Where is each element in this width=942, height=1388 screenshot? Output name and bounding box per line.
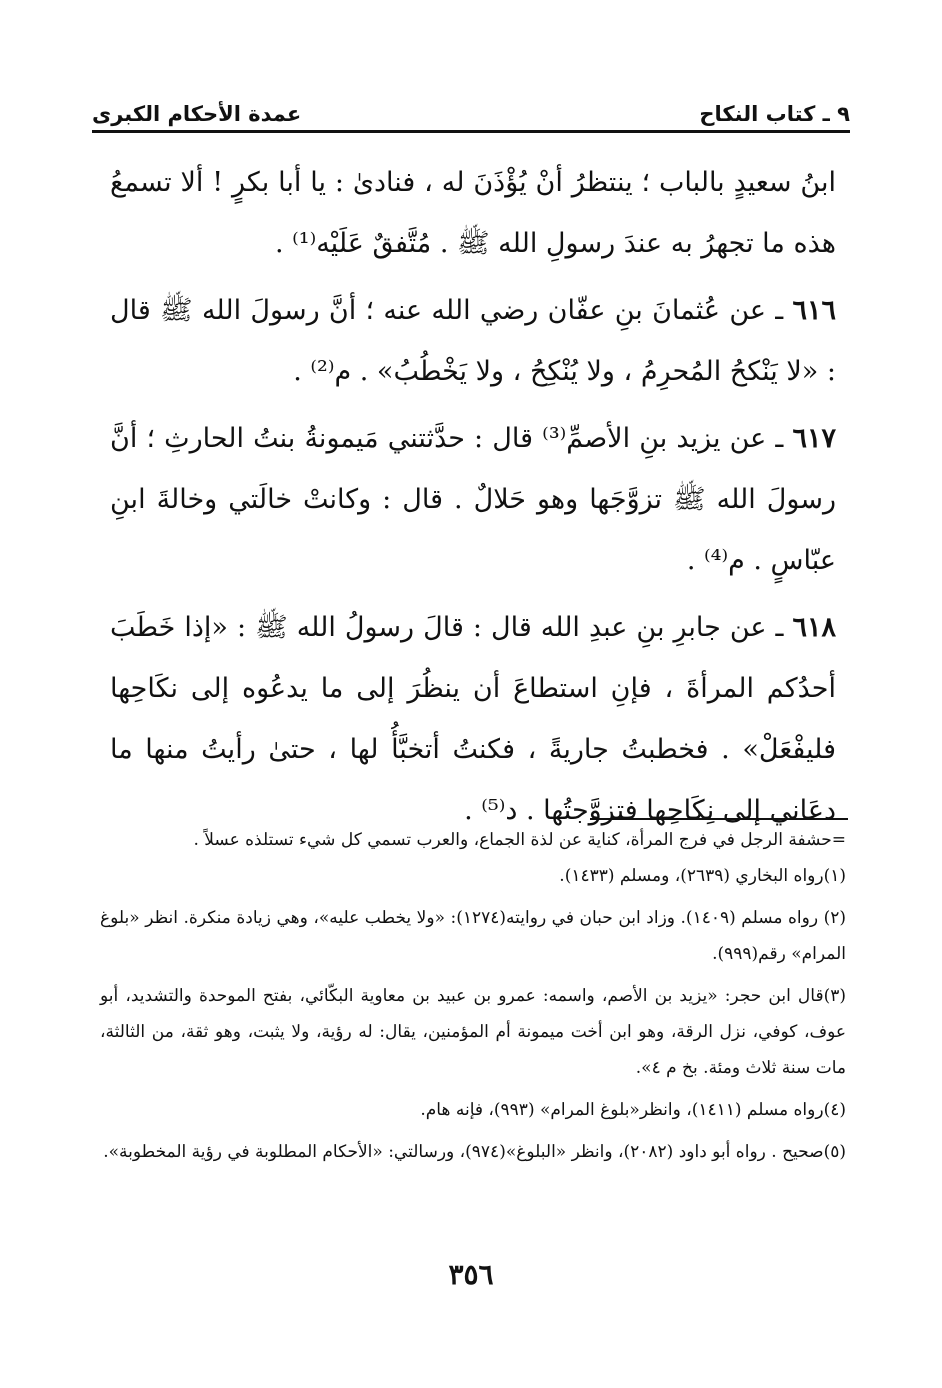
running-header [92,80,850,133]
hadith-text: ـ عن جابرِ بنِ عبدِ الله قال : قالَ رسولُ الله ﷺ : «إذا خَطَبَ أحدُكم المرأةَ ، فإنِ استطاعَ أن ينظُرَ إلى ما يدعُوه إلى نكَاحِها فليفْعَلْ» . فخطبتُ جاريةً ، فكنتُ أتخبَّأُ لها ، حتىٰ رأيتُ منها ما دعَاني إلى نِكَاحِها فتزوَّجتُها . د⁽⁵⁾ . [110,612,836,826]
footnote-5: (٥)صحيح . رواه أبو داود (٢٠٨٢)، وانظر «البلوغ»(٩٧٤)، ورسالتي: «الأحكام المطلوبة في رؤية المخطوبة». [103,1142,846,1162]
hadith-number: ٦١٦ [792,295,836,326]
hadith-text: ـ عن عُثمانَ بنِ عفّان رضي الله عنه ؛ أنَّ رسولَ الله ﷺ قال : «لا يَنْكحُ المُحرِمُ ، ولا يُنْكِحُ ، ولا يَخْطُبُ» . م⁽²⁾ . [110,295,836,387]
footnote-4: (٤)رواه مسلم (١٤١١)، وانظر«بلوغ المرام» (٩٩٣)، فإنه هام. [420,1100,846,1120]
footnote-3: (٣)قال ابن حجر: «يزيد بن الأصم، واسمه: عمرو بن عبيد بن معاوية البكّائي، بفتح الموحدة والتشديد، أبو عوف، كوفي، نزل الرقة، وهو ابن أخت ميمونة أم المؤمنين، يقال: له رؤية، ولا يثبت، وهو ثقة، من الثالثة، مات سنة ثلاث ومئة. بخ م ٤». [100,986,846,1078]
footnote-divider [590,818,848,820]
hadith-text: ـ عن يزيد بنِ الأصمِّ⁽³⁾ قال : حدَّثتني مَيمونةُ بنتُ الحارثِ ؛ أنَّ رسولَ الله ﷺ تزوَّجَها وهو حَلالٌ . قال : وكانتْ خالَتي وخالةَ ابنِ عبّاسٍ . م⁽⁴⁾ . [110,423,836,576]
main-text [110,152,836,847]
hadith-617 [110,408,836,591]
hadith-616 [110,280,836,402]
footnote-1: (١)رواه البخاري (٢٦٣٩)، ومسلم (١٤٣٣). [559,866,846,886]
footnote-continuation: =حشفة الرجل في فرج المرأة، كناية عن لذة الجماع، والعرب تسمي كل شيء تستلذه عسلاً . [193,830,846,850]
hadith-continuation: ابنُ سعيدٍ بالباب ؛ ينتظرُ أنْ يُؤْذَنَ له ، فنادىٰ : يا أبا بكرٍ ! ألا تسمعُ هذه ما تجهرُ به عندَ رسولِ الله ﷺ . مُتَّفقٌ عَلَيْه⁽¹⁾ . [110,167,836,259]
book-title: عمدة الأحكام الكبرى [92,102,302,126]
hadith-number: ٦١٨ [792,612,836,643]
hadith-618 [110,597,836,841]
page-number: ٣٥٦ [448,1258,494,1291]
footnotes [100,822,846,1176]
chapter-title: ٩ ـ كتاب النكاح [699,102,850,126]
footnote-2: (٢) رواه مسلم (١٤٠٩). وزاد ابن حبان في روايته(١٢٧٤): «ولا يخطب عليه»، وهي زيادة منكرة. انظر «بلوغ المرام» رقم(٩٩٩). [100,908,846,964]
hadith-number: ٦١٧ [792,423,836,454]
